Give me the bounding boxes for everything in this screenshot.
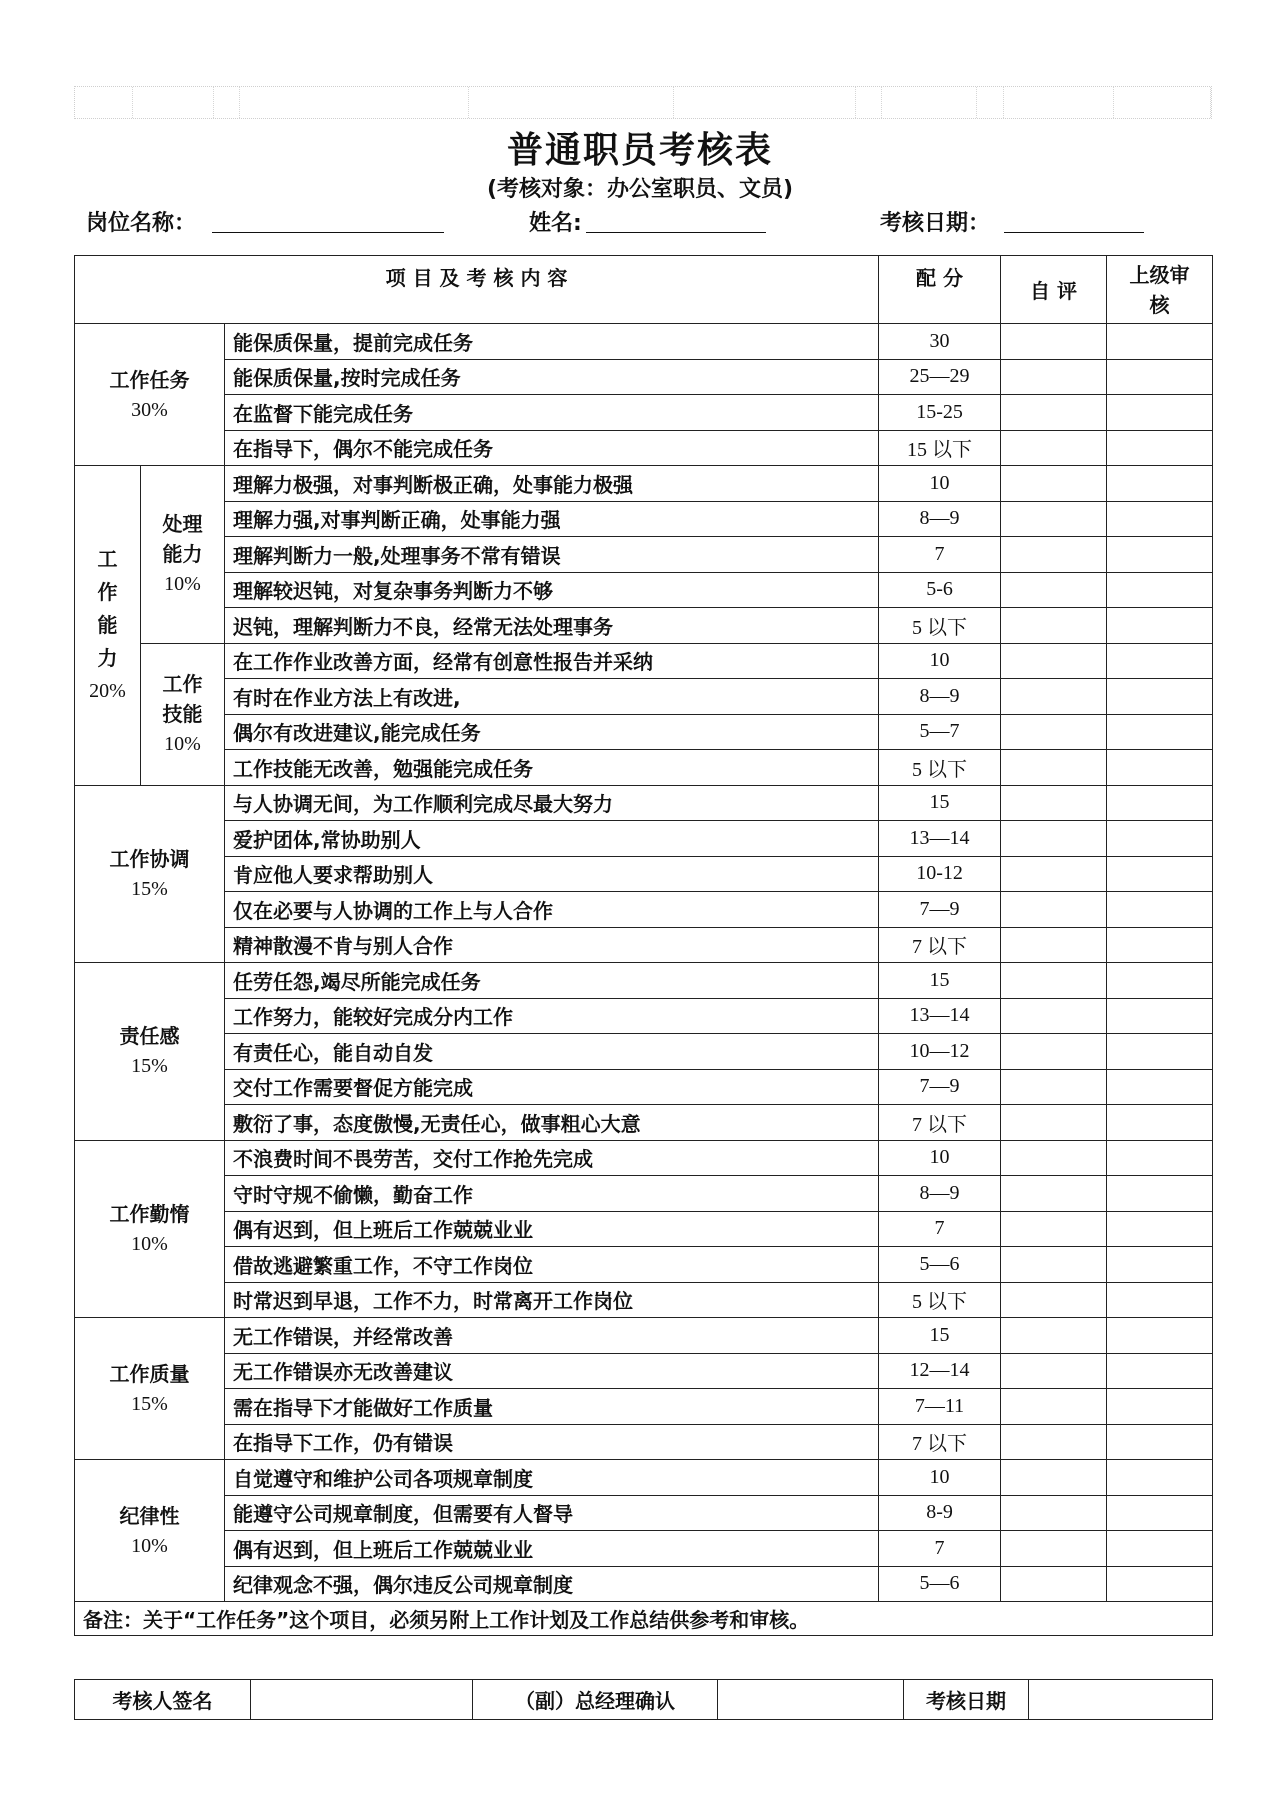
superior-cell[interactable] [1107, 1211, 1213, 1247]
assessor-sign-field[interactable] [251, 1680, 473, 1720]
superior-cell[interactable] [1107, 1282, 1213, 1318]
superior-cell[interactable] [1107, 1069, 1213, 1105]
superior-cell[interactable] [1107, 1176, 1213, 1212]
header-row [75, 256, 1213, 324]
subsection-name: 技能 [162, 702, 203, 726]
item-text: 工作技能无改善，勉强能完成任务 [225, 750, 879, 786]
header-score: 配 分 [879, 256, 1001, 324]
item-score: 8-9 [879, 1495, 1001, 1531]
superior-cell[interactable] [1107, 963, 1213, 999]
self-eval-cell[interactable] [1001, 1389, 1107, 1425]
item-score: 15-25 [879, 395, 1001, 431]
item-text: 自觉遵守和维护公司各项规章制度 [225, 1460, 879, 1496]
self-eval-cell[interactable] [1001, 1531, 1107, 1567]
item-text: 精神散漫不肯与别人合作 [225, 927, 879, 963]
item-score: 15 [879, 785, 1001, 821]
superior-cell[interactable] [1107, 1140, 1213, 1176]
name-label: 姓名: [529, 211, 582, 236]
item-text: 借故逃避繁重工作，不守工作岗位 [225, 1247, 879, 1283]
item-text: 肯应他人要求帮助别人 [225, 856, 879, 892]
item-score: 10—12 [879, 1034, 1001, 1070]
form-subtitle: (考核对象：办公室职员、文员) [486, 177, 794, 202]
superior-cell[interactable] [1107, 927, 1213, 963]
item-score: 5 以下 [879, 608, 1001, 644]
item-text: 偶有迟到，但上班后工作兢兢业业 [225, 1211, 879, 1247]
superior-cell[interactable] [1107, 1247, 1213, 1283]
item-text: 无工作错误，并经常改善 [225, 1318, 879, 1354]
item-text: 偶有迟到，但上班后工作兢兢业业 [225, 1531, 879, 1567]
item-score: 7 以下 [879, 1424, 1001, 1460]
header-superior [1107, 256, 1213, 324]
self-eval-cell[interactable] [1001, 785, 1107, 821]
item-score: 10 [879, 1140, 1001, 1176]
item-text: 守时守规不偷懒，勤奋工作 [225, 1176, 879, 1212]
item-score: 5 以下 [879, 1282, 1001, 1318]
self-eval-cell[interactable] [1001, 395, 1107, 431]
section-pct: 10% [131, 1534, 168, 1557]
note-text: 备注：关于“工作任务”这个项目，必须另附上工作计划及工作总结供参考和审核。 [75, 1602, 1213, 1636]
subsection-skill [141, 643, 225, 785]
self-eval-cell[interactable] [1001, 679, 1107, 715]
section-work-task [75, 324, 225, 466]
self-eval-cell[interactable] [1001, 1282, 1107, 1318]
item-score: 7 [879, 1531, 1001, 1567]
superior-cell[interactable] [1107, 537, 1213, 573]
item-text: 需在指导下才能做好工作质量 [225, 1389, 879, 1425]
item-score: 7 以下 [879, 927, 1001, 963]
assessment-table [74, 255, 1213, 1636]
item-score: 10-12 [879, 856, 1001, 892]
table-row [75, 1176, 1213, 1212]
item-text: 理解判断力一般,处理事务不常有错误 [225, 537, 879, 573]
self-eval-cell[interactable] [1001, 608, 1107, 644]
item-text: 不浪费时间不畏劳苦，交付工作抢先完成 [225, 1140, 879, 1176]
item-score: 10 [879, 466, 1001, 502]
item-score: 8—9 [879, 679, 1001, 715]
subsection-name: 能力 [162, 542, 203, 567]
item-score: 5—6 [879, 1566, 1001, 1602]
section-pct: 15% [131, 1392, 168, 1415]
superior-cell[interactable] [1107, 466, 1213, 502]
section-coordination [75, 785, 225, 963]
self-eval-cell[interactable] [1001, 714, 1107, 750]
gm-confirm-label: （副）总经理确认 [473, 1680, 718, 1720]
item-text: 任劳任怨,竭尽所能完成任务 [225, 963, 879, 999]
self-eval-cell[interactable] [1001, 1140, 1107, 1176]
item-text: 与人协调无间，为工作顺利完成尽最大努力 [225, 785, 879, 821]
name-field[interactable] [586, 206, 766, 233]
table-row [75, 537, 1213, 573]
item-score: 7 [879, 1211, 1001, 1247]
self-eval-cell[interactable] [1001, 927, 1107, 963]
item-score: 5-6 [879, 572, 1001, 608]
self-eval-cell[interactable] [1001, 963, 1107, 999]
header-superior-line2: 核 [1149, 292, 1170, 317]
item-score: 13—14 [879, 821, 1001, 857]
table-row [75, 1460, 1213, 1496]
self-eval-cell[interactable] [1001, 359, 1107, 395]
superior-cell[interactable] [1107, 643, 1213, 679]
self-eval-cell[interactable] [1001, 1105, 1107, 1141]
self-eval-cell[interactable] [1001, 324, 1107, 360]
item-text: 有时在作业方法上有改进, [225, 679, 879, 715]
item-score: 5—7 [879, 714, 1001, 750]
superior-cell[interactable] [1107, 1318, 1213, 1354]
table-row [75, 821, 1213, 857]
superior-cell[interactable] [1107, 359, 1213, 395]
section-ability [75, 466, 141, 786]
table-row [75, 998, 1213, 1034]
position-field[interactable] [212, 206, 444, 233]
ability-char: 能 [97, 612, 118, 637]
section-name: 工作协调 [109, 846, 190, 871]
item-score: 12—14 [879, 1353, 1001, 1389]
item-text: 在监督下能完成任务 [225, 395, 879, 431]
superior-cell[interactable] [1107, 572, 1213, 608]
table-row [75, 1105, 1213, 1141]
superior-cell[interactable] [1107, 1566, 1213, 1602]
self-eval-cell[interactable] [1001, 466, 1107, 502]
item-score: 15 [879, 1318, 1001, 1354]
signature-row [75, 1680, 1213, 1720]
section-name: 责任感 [119, 1024, 180, 1049]
table-row [75, 1389, 1213, 1425]
self-eval-cell[interactable] [1001, 1176, 1107, 1212]
superior-cell[interactable] [1107, 1424, 1213, 1460]
section-responsibility [75, 963, 225, 1141]
section-name: 工作质量 [109, 1361, 190, 1386]
table-row [75, 1034, 1213, 1070]
item-score: 8—9 [879, 501, 1001, 537]
self-eval-cell[interactable] [1001, 1211, 1107, 1247]
self-eval-cell[interactable] [1001, 537, 1107, 573]
table-row [75, 1211, 1213, 1247]
ability-char: 力 [97, 645, 118, 670]
table-row [75, 856, 1213, 892]
table-row [75, 1069, 1213, 1105]
signature-table [74, 1679, 1213, 1720]
item-score: 30 [879, 324, 1001, 360]
assess-date-label: 考核日期 [904, 1680, 1029, 1720]
item-text: 纪律观念不强，偶尔违反公司规章制度 [225, 1566, 879, 1602]
subsection-name: 工作 [162, 672, 203, 696]
self-eval-cell[interactable] [1001, 1318, 1107, 1354]
superior-cell[interactable] [1107, 1389, 1213, 1425]
self-eval-cell[interactable] [1001, 998, 1107, 1034]
item-score: 7—11 [879, 1389, 1001, 1425]
item-score: 10 [879, 1460, 1001, 1496]
item-score: 13—14 [879, 998, 1001, 1034]
section-pct: 30% [131, 398, 168, 421]
table-row [75, 1353, 1213, 1389]
superior-cell[interactable] [1107, 1105, 1213, 1141]
date-label: 考核日期： [880, 211, 991, 236]
superior-cell[interactable] [1107, 395, 1213, 431]
superior-cell[interactable] [1107, 608, 1213, 644]
section-pct: 15% [131, 1055, 168, 1078]
item-text: 时常迟到早退，工作不力，时常离开工作岗位 [225, 1282, 879, 1318]
self-eval-cell[interactable] [1001, 501, 1107, 537]
item-text: 理解较迟钝，对复杂事务判断力不够 [225, 572, 879, 608]
table-row [75, 359, 1213, 395]
table-row [75, 892, 1213, 928]
item-text: 迟钝，理解判断力不良，经常无法处理事务 [225, 608, 879, 644]
section-quality [75, 1318, 225, 1460]
section-discipline [75, 1460, 225, 1602]
item-text: 在指导下工作，仍有错误 [225, 1424, 879, 1460]
item-score: 7—9 [879, 892, 1001, 928]
subsection-pct: 10% [164, 573, 201, 596]
self-eval-cell[interactable] [1001, 1247, 1107, 1283]
item-text: 理解力强,对事判断正确，处事能力强 [225, 501, 879, 537]
self-eval-cell[interactable] [1001, 1460, 1107, 1496]
superior-cell[interactable] [1107, 856, 1213, 892]
assess-date-field[interactable] [1029, 1680, 1213, 1720]
item-score: 25—29 [879, 359, 1001, 395]
section-pct: 20% [89, 679, 126, 702]
self-eval-cell[interactable] [1001, 821, 1107, 857]
table-row [75, 785, 1213, 821]
section-name: 工作勤惰 [109, 1201, 190, 1226]
self-eval-cell[interactable] [1001, 1353, 1107, 1389]
item-score: 10 [879, 643, 1001, 679]
table-row [75, 572, 1213, 608]
item-text: 敷衍了事，态度傲慢,无责任心，做事粗心大意 [225, 1105, 879, 1141]
item-text: 理解力极强，对事判断极正确，处事能力极强 [225, 466, 879, 502]
item-text: 有责任心，能自动自发 [225, 1034, 879, 1070]
self-eval-cell[interactable] [1001, 750, 1107, 786]
superior-cell[interactable] [1107, 679, 1213, 715]
gm-confirm-field[interactable] [718, 1680, 904, 1720]
item-score: 7—9 [879, 1069, 1001, 1105]
item-text: 在工作作业改善方面，经常有创意性报告并采纳 [225, 643, 879, 679]
superior-cell[interactable] [1107, 821, 1213, 857]
superior-cell[interactable] [1107, 430, 1213, 466]
item-score: 5 以下 [879, 750, 1001, 786]
self-eval-cell[interactable] [1001, 643, 1107, 679]
table-row [75, 1424, 1213, 1460]
table-row [75, 643, 1213, 679]
superior-cell[interactable] [1107, 1034, 1213, 1070]
item-text: 工作努力，能较好完成分内工作 [225, 998, 879, 1034]
table-row [75, 1531, 1213, 1567]
assessor-sign-label: 考核人签名 [75, 1680, 251, 1720]
top-dotted-row [74, 86, 1212, 119]
section-name: 纪律性 [119, 1503, 180, 1528]
item-score: 7 [879, 537, 1001, 573]
item-text: 仅在必要与人协调的工作上与人合作 [225, 892, 879, 928]
table-row [75, 430, 1213, 466]
subsection-handling [141, 466, 225, 644]
superior-cell[interactable] [1107, 1460, 1213, 1496]
table-row [75, 501, 1213, 537]
date-field[interactable] [1004, 206, 1144, 233]
item-text: 偶尔有改进建议,能完成任务 [225, 714, 879, 750]
self-eval-cell[interactable] [1001, 856, 1107, 892]
form-title: 普通职员考核表 [506, 130, 773, 171]
position-label: 岗位名称： [86, 211, 197, 236]
table-row [75, 466, 1213, 502]
table-row [75, 714, 1213, 750]
self-eval-cell[interactable] [1001, 430, 1107, 466]
section-name: 工作任务 [109, 367, 190, 392]
table-row [75, 395, 1213, 431]
self-eval-cell[interactable] [1001, 1424, 1107, 1460]
item-text: 在指导下，偶尔不能完成任务 [225, 430, 879, 466]
header-content: 项 目 及 考 核 内 容 [75, 256, 879, 324]
superior-cell[interactable] [1107, 501, 1213, 537]
section-diligence [75, 1140, 225, 1318]
superior-cell[interactable] [1107, 1495, 1213, 1531]
table-row [75, 963, 1213, 999]
item-score: 7 以下 [879, 1105, 1001, 1141]
self-eval-cell[interactable] [1001, 572, 1107, 608]
subsection-pct: 10% [164, 733, 201, 755]
self-eval-cell[interactable] [1001, 1566, 1107, 1602]
superior-cell[interactable] [1107, 892, 1213, 928]
ability-char: 作 [97, 579, 118, 604]
item-text: 交付工作需要督促方能完成 [225, 1069, 879, 1105]
self-eval-cell[interactable] [1001, 1034, 1107, 1070]
subsection-name: 处理 [162, 512, 203, 537]
table-row [75, 927, 1213, 963]
header-self: 自 评 [1001, 256, 1107, 324]
table-row [75, 1495, 1213, 1531]
table-row [75, 679, 1213, 715]
table-row [75, 608, 1213, 644]
table-row [75, 324, 1213, 360]
self-eval-cell[interactable] [1001, 1495, 1107, 1531]
superior-cell[interactable] [1107, 785, 1213, 821]
item-score: 15 [879, 963, 1001, 999]
info-line [86, 206, 1206, 240]
item-score: 15 以下 [879, 430, 1001, 466]
superior-cell[interactable] [1107, 1353, 1213, 1389]
superior-cell[interactable] [1107, 1531, 1213, 1567]
superior-cell[interactable] [1107, 750, 1213, 786]
item-text: 能保质保量,按时完成任务 [225, 359, 879, 395]
item-score: 8—9 [879, 1176, 1001, 1212]
table-row [75, 1318, 1213, 1354]
self-eval-cell[interactable] [1001, 1069, 1107, 1105]
table-row [75, 1247, 1213, 1283]
item-text: 能遵守公司规章制度，但需要有人督导 [225, 1495, 879, 1531]
ability-char: 工 [97, 546, 118, 571]
header-superior-line1: 上级审 [1129, 262, 1190, 287]
item-text: 爱护团体,常协助别人 [225, 821, 879, 857]
section-pct: 15% [131, 877, 168, 900]
item-score: 5—6 [879, 1247, 1001, 1283]
item-text: 能保质保量，提前完成任务 [225, 324, 879, 360]
section-pct: 10% [131, 1232, 168, 1255]
superior-cell[interactable] [1107, 998, 1213, 1034]
superior-cell[interactable] [1107, 324, 1213, 360]
superior-cell[interactable] [1107, 714, 1213, 750]
self-eval-cell[interactable] [1001, 892, 1107, 928]
table-row [75, 1566, 1213, 1602]
table-row [75, 1282, 1213, 1318]
table-row [75, 1140, 1213, 1176]
note-row [75, 1602, 1213, 1636]
item-text: 无工作错误亦无改善建议 [225, 1353, 879, 1389]
table-row [75, 750, 1213, 786]
